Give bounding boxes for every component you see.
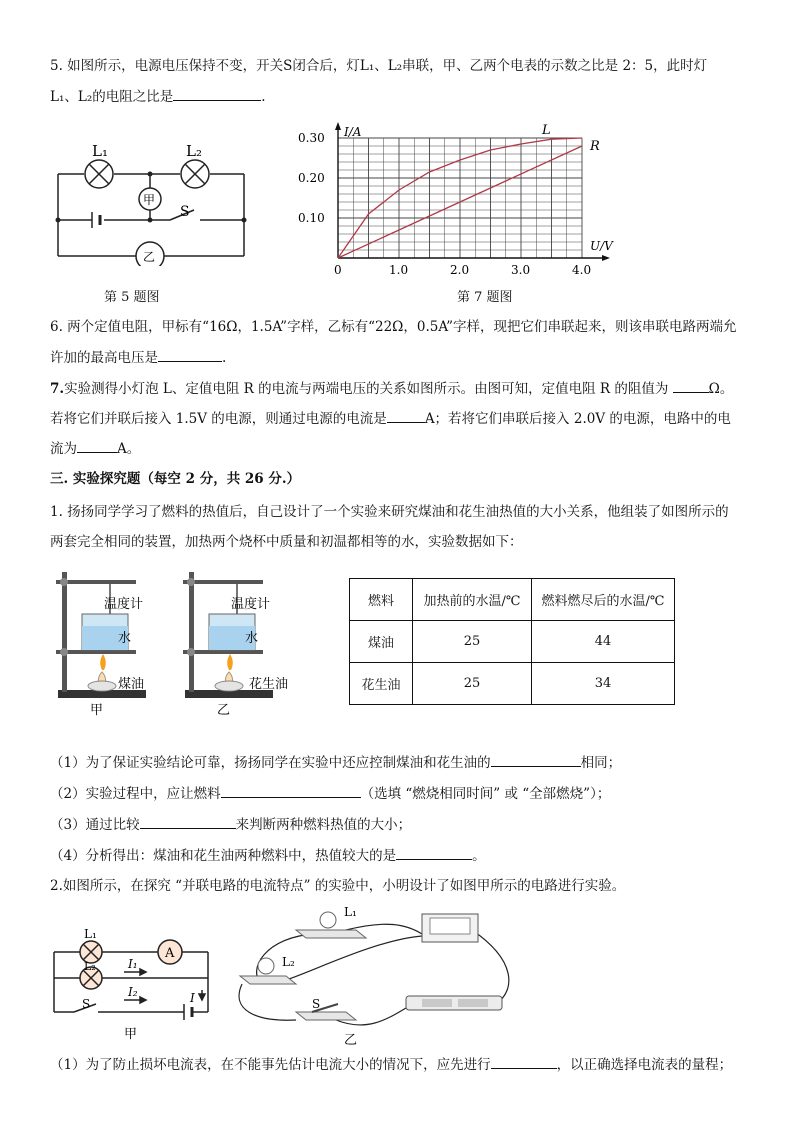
q5-circuit-figure <box>52 136 252 266</box>
q6-line1 <box>50 317 737 337</box>
q7-line3 <box>50 438 140 459</box>
x-axis-arrow <box>602 255 610 261</box>
e2-i2-label: I₂ <box>128 985 138 999</box>
e1-q2 <box>50 783 610 804</box>
rig-a-label: 甲 <box>90 703 104 716</box>
y-tick-label: 0.10 <box>298 211 325 225</box>
thermo-label-a: 温度计 <box>104 597 144 612</box>
table-cell: 44 <box>532 621 675 663</box>
water-label-b: 水 <box>245 631 259 646</box>
water-label-a: 水 <box>118 631 132 646</box>
e1-q1 <box>50 752 621 773</box>
q6-text: 6. 两个定值电阻，甲标有“16Ω，1.5A”字样，乙标有“22Ω，0.5A”字样，现把它们串联起来，则该串联电路两端允 <box>50 319 737 335</box>
y-axis-label: I/A <box>344 125 362 139</box>
e1-q4-blank[interactable] <box>396 845 472 860</box>
e2-line1: 2.如图所示，在探究 “并联电路的电流特点” 的实验中，小明设计了如图甲所示的电路进行实验。 <box>50 878 626 894</box>
q5-text: 5. 如图所示，电源电压保持不变，开关S闭合后，灯L₁、L₂串联，甲、乙两个电表的示数之比是 2：5，此时灯 <box>50 58 708 74</box>
e2-q1 <box>50 1054 732 1075</box>
table-cell: 25 <box>413 663 532 705</box>
q7-text: 实验测得小灯泡 L、定值电阻 R 的电流与两端电压的关系如图所示。由图可知，定值电阻 R 的阻值为 <box>64 381 673 397</box>
battery-pack <box>406 996 502 1010</box>
q5-answer-blank[interactable] <box>173 86 261 101</box>
q7-blank-series-current[interactable] <box>77 438 117 453</box>
fuel-label-a: 煤油 <box>118 677 145 692</box>
e2-phys-l2-label: L₂ <box>282 955 295 969</box>
table-header: 燃料 <box>350 579 413 621</box>
q7-caption: 第 7 题图 <box>457 290 513 305</box>
e2-schematic-figure <box>48 928 218 1042</box>
section-3-title: 三. 实验探究题（每空 2 分，共 26 分.） <box>50 471 301 487</box>
table-header-row <box>350 579 675 621</box>
e1-q4 <box>50 845 486 866</box>
q7-blank-parallel-current[interactable] <box>387 408 425 423</box>
y-tick-label: 0.30 <box>298 131 325 145</box>
table-cell: 25 <box>413 621 532 663</box>
q7-text-2a: 若将它们并联后接入 1.5V 的电源，则通过电源的电流是 <box>50 411 387 427</box>
e1-data-table <box>349 578 675 705</box>
q5-yi-label: 乙 <box>143 250 156 264</box>
q7-unit: Ω。 <box>708 381 734 397</box>
e2-physical-circuit-figure <box>226 900 526 1046</box>
e1-apparatus-figure <box>44 568 314 716</box>
q5-caption: 第 5 题图 <box>104 290 160 305</box>
e1-q3 <box>50 814 411 835</box>
e2-ammeter-label: A <box>165 946 175 961</box>
e1-q2-text-end: （选填 “燃烧相同时间” 或 “全部燃烧”）； <box>360 786 611 802</box>
e2-phys-s-label: S <box>312 997 321 1011</box>
q6-period: . <box>222 350 227 366</box>
q7-text-3a: 流为 <box>50 441 77 457</box>
q5-l1-label: L₁ <box>92 142 108 160</box>
table-header: 加热前的水温/℃ <box>413 579 532 621</box>
rig-b-label: 乙 <box>217 703 231 716</box>
x-axis-label: U/V <box>590 239 613 253</box>
e2-jia-label: 甲 <box>124 1027 138 1042</box>
e1-q1-text-end: 相同； <box>580 755 622 771</box>
q5-jia-label: 甲 <box>143 193 156 207</box>
e1-q2-blank[interactable] <box>221 783 361 798</box>
e2-phys-l1-label: L₁ <box>344 905 357 919</box>
e2-l1-label: L₁ <box>84 928 97 941</box>
q7-line1 <box>50 378 733 399</box>
series-label-R: R <box>590 139 600 154</box>
q5-period: . <box>261 89 266 105</box>
table-header: 燃料燃尽后的水温/℃ <box>532 579 675 621</box>
table-row <box>350 663 675 705</box>
e1-line2: 两套完全相同的装置，加热两个烧杯中质量和初温都相等的水，实验数据如下： <box>50 534 523 550</box>
y-axis-arrow <box>335 122 341 130</box>
e1-q4-text: （4）分析得出：煤油和花生油两种燃料中，热值较大的是 <box>50 848 397 864</box>
q7-text-2b: A；若将它们串联后接入 2.0V 的电源，电路中的电 <box>424 411 731 427</box>
e2-q1-blank[interactable] <box>491 1054 557 1069</box>
x-tick-label: 3.0 <box>511 263 531 277</box>
x-tick-label: 0 <box>334 263 342 277</box>
switch-device <box>296 1004 356 1020</box>
chart-grid <box>338 138 582 258</box>
table-row <box>350 621 675 663</box>
e1-q4-text-end: 。 <box>472 848 486 864</box>
q5-l2-label: L₂ <box>186 142 202 160</box>
e2-l2-label: L₂ <box>84 960 96 973</box>
q7-text-3b: A。 <box>117 441 141 457</box>
q6-answer-blank[interactable] <box>158 347 222 362</box>
x-tick-label: 4.0 <box>572 263 592 277</box>
series-label-L: L <box>542 123 551 138</box>
table-cell: 34 <box>532 663 675 705</box>
q7-blank-resistance[interactable] <box>673 378 709 393</box>
q5-line2 <box>50 86 266 107</box>
q7-line2 <box>50 408 731 429</box>
q5-line1 <box>50 56 707 76</box>
ammeter-device <box>422 914 478 942</box>
e1-q3-blank[interactable] <box>140 814 236 829</box>
e1-line1: 1. 扬扬同学学习了燃料的热值后，自己设计了一个实验来研究煤油和花生油热值的大小关系，他组装了如图所示的 <box>50 504 729 520</box>
e1-q2-text: （2）实验过程中，应让燃料 <box>50 786 221 802</box>
e1-q3-text-end: 来判断两种燃料热值的大小； <box>235 817 412 833</box>
thermo-label-b: 温度计 <box>231 597 271 612</box>
e2-i1-label: I₁ <box>128 957 138 971</box>
e2-yi-label: 乙 <box>344 1033 358 1046</box>
x-tick-label: 2.0 <box>450 263 470 277</box>
e2-i-label: I <box>190 991 195 1005</box>
q7-number: 7. <box>50 381 65 397</box>
e1-q3-text: （3）通过比较 <box>50 817 140 833</box>
fuel-label-b: 花生油 <box>249 677 289 692</box>
lamp-l2-icon <box>181 160 209 188</box>
q7-iu-chart <box>290 120 620 280</box>
table-cell: 花生油 <box>350 663 413 705</box>
e1-q1-text: （1）为了保证实验结论可靠，扬扬同学在实验中还应控制煤油和花生油的 <box>50 755 491 771</box>
e2-q1-text: （1）为了防止损坏电流表，在不能事先估计电流大小的情况下，应先进行 <box>50 1057 491 1073</box>
q6-line2 <box>50 347 226 368</box>
lamp-l1-icon <box>85 160 113 188</box>
y-tick-label: 0.20 <box>298 171 325 185</box>
table-cell: 煤油 <box>350 621 413 663</box>
e2-s-label: S <box>82 997 91 1011</box>
q5-s-label: S <box>180 204 190 220</box>
x-tick-label: 1.0 <box>389 263 409 277</box>
q5-text-2: L₁、L₂的电阻之比是 <box>50 89 174 105</box>
q6-text-2: 许加的最高电压是 <box>50 350 158 366</box>
e1-q1-blank[interactable] <box>491 752 581 767</box>
e2-q1-text-end: ，以正确选择电流表的量程； <box>556 1057 733 1073</box>
